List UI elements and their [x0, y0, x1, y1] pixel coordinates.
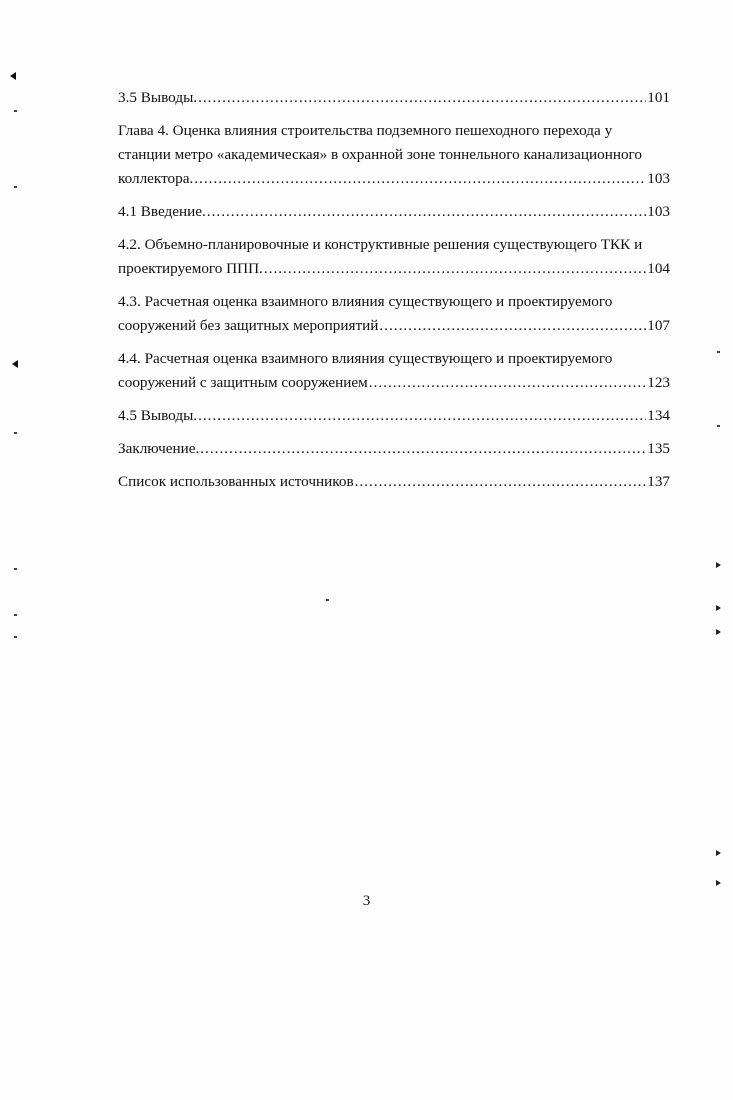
scan-mark [14, 110, 17, 112]
toc-page-number: 103 [647, 170, 670, 187]
toc-page-number: 101 [647, 89, 670, 106]
dot-leader [194, 167, 646, 191]
scan-mark [716, 605, 721, 611]
toc-entry-title: 3.5 Выводы. [118, 89, 198, 106]
scan-mark [14, 636, 17, 638]
toc-entry[interactable] [118, 233, 670, 281]
toc-entry-title: проектируемого ППП. [118, 260, 263, 277]
toc-entry[interactable] [118, 119, 670, 191]
scan-mark [10, 72, 16, 80]
toc-entry-line: станции метро «академическая» в охранной зоне тоннельного канализационного [118, 146, 642, 163]
dot-leader [198, 404, 646, 428]
scan-mark [14, 432, 17, 434]
scan-mark [14, 568, 17, 570]
toc-entry-title: сооружений с защитным сооружением [118, 374, 368, 391]
toc-entry-title: Заключение. [118, 440, 200, 457]
dot-leader [264, 257, 646, 281]
toc-page-number: 134 [647, 407, 670, 424]
scan-mark [716, 629, 721, 635]
toc-page-number: 104 [647, 260, 670, 277]
toc-entry[interactable] [118, 347, 670, 395]
dot-leader [200, 437, 646, 461]
toc-entry-title: сооружений без защитных мероприятий [118, 317, 379, 334]
scan-mark [12, 360, 18, 368]
toc-entry[interactable] [118, 86, 670, 110]
toc-page-number: 123 [647, 374, 670, 391]
toc-entry-line: 4.3. Расчетная оценка взаимного влияния существующего и проектируемого [118, 293, 613, 310]
toc-entry-title: Список использованных источников [118, 473, 354, 490]
scan-mark [716, 562, 721, 568]
dot-leader [198, 86, 646, 110]
scan-mark [716, 880, 721, 886]
toc-page-number: 135 [647, 440, 670, 457]
scan-mark [716, 850, 721, 856]
dot-leader [369, 371, 646, 395]
toc-entry-title: 4.5 Выводы. [118, 407, 198, 424]
toc-page-number: 103 [647, 203, 670, 220]
toc-entry-line: 4.4. Расчетная оценка взаимного влияния существующего и проектируемого [118, 350, 613, 367]
toc-entry-line: Глава 4. Оценка влияния строительства подземного пешеходного перехода у [118, 122, 613, 139]
dot-leader [207, 200, 646, 224]
scan-mark [717, 351, 720, 353]
scan-mark [14, 614, 17, 616]
page-number: 3 [362, 893, 371, 909]
toc-entry-line: 4.2. Объемно-планировочные и конструктивные решения существующего ТКК и [118, 236, 643, 253]
dot-leader [355, 470, 647, 494]
toc-entry-title: 4.1 Введение. [118, 203, 206, 220]
toc-entry[interactable] [118, 404, 670, 428]
toc-page-number: 137 [647, 473, 670, 490]
scan-mark [326, 599, 329, 601]
toc-entry[interactable] [118, 470, 670, 494]
toc-entry[interactable] [118, 437, 670, 461]
toc-entry-title: коллектора. [118, 170, 194, 187]
table-of-contents [118, 86, 670, 503]
dot-leader [379, 314, 646, 338]
scan-mark [717, 425, 720, 427]
toc-page-number: 107 [647, 317, 670, 334]
scan-mark [14, 186, 17, 188]
toc-entry[interactable] [118, 200, 670, 224]
toc-entry[interactable] [118, 290, 670, 338]
